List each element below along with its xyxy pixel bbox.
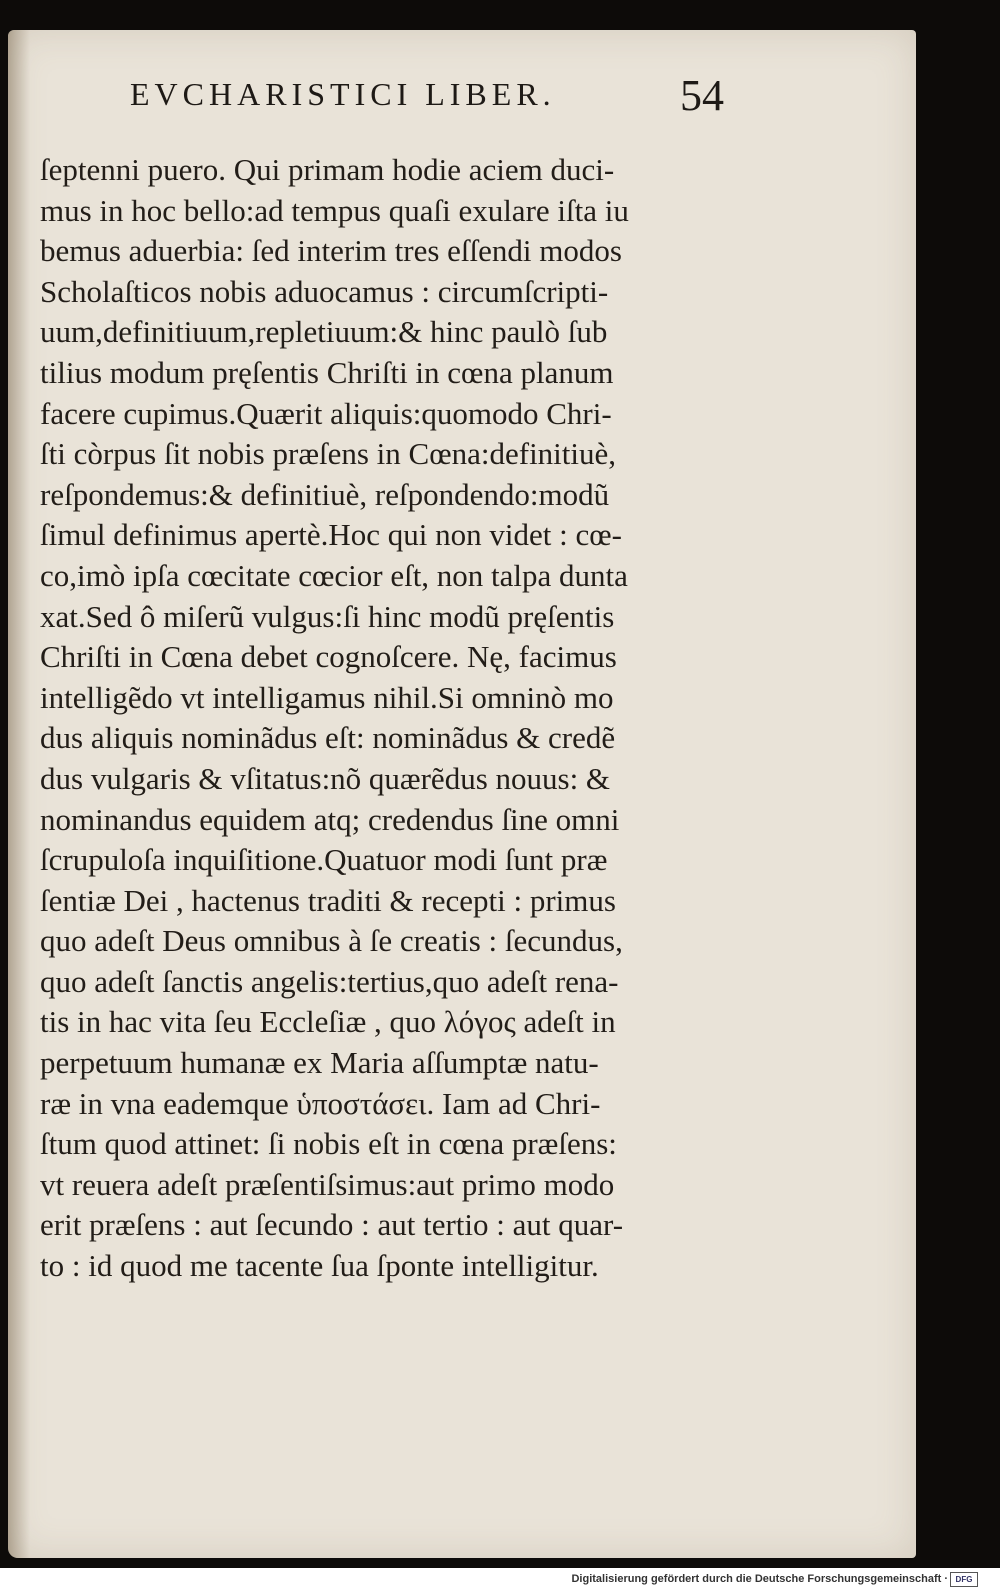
text-line: ſtum quod attinet: ſi nobis eſt in cœna præſens: [40,1126,617,1162]
text-line: ſti còrpus ſit nobis præſens in Cœna:definitiuè, [40,436,617,472]
funding-credit: Digitalisierung gefördert durch die Deutsche Forschungsgemeinschaft · [571,1573,948,1585]
text-line: ſcrupuloſa inquiſitione.Quatuor modi ſunt præ [40,842,608,878]
text-line: perpetuum humanæ ex Maria aſſumptæ natu- [40,1045,599,1081]
dfg-logo-icon: DFG [950,1572,978,1587]
text-line: dus aliquis nominãdus eſt: nominãdus & credẽ [40,720,616,756]
text-line: co,imò ipſa cœcitate cœcior eſt, non talpa dunta [40,557,628,593]
text-line: reſpondemus:& definitiuè, reſpondendo:modũ [40,476,610,512]
text-line: intelligẽdo vt intelligamus nihil.Si omninò mo [40,679,614,715]
text-line: tilius modum pręſentis Chriſti in cœna planum [40,354,614,390]
running-head: EVCHARISTICI LIBER. [130,76,556,112]
text-line: facere cupimus.Quærit aliquis:quomodo Chri- [40,395,612,431]
text-line: dus vulgaris & vſitatus:nõ quærẽdus nouus: & [40,760,611,796]
text-line: ſeptenni puero. Qui primam hodie aciem duci- [40,152,615,187]
page-gutter-shadow [8,30,30,1558]
page-number: 54 [680,71,724,120]
text-line: tis in hac vita ſeu Eccleſiæ , quo λόγος adeſt in [40,1004,616,1040]
text-line: to : id quod me tacente ſua ſponte intelligitur. [40,1248,599,1284]
text-line: bemus aduerbia: ſed interim tres eſſendi modos [40,233,622,269]
text-line: quo adeſt ſanctis angelis:tertius,quo adeſt rena- [40,963,619,999]
text-line: Scholaſticos nobis aduocamus : circumſcripti- [40,273,609,309]
text-line: uum,definitiuum,repletiuum:& hinc paulò ſub [40,314,608,350]
text-line: ræ in vna eademque ὑποστάσει. Iam ad Chri- [40,1085,601,1121]
text-line: Chriſti in Cœna debet cognoſcere. Nę, facimus [40,639,617,675]
text-line: ſentiæ Dei , hactenus traditi & recepti : primus [40,882,616,918]
text-line: erit præſens : aut ſecundo : aut tertio : aut quar- [40,1207,624,1243]
text-line: nominandus equidem atq; credendus ſine omni [40,801,620,837]
text-line: xat.Sed ô miſerũ vulgus:ſi hinc modũ pręſentis [40,598,615,634]
body-text [40,150,780,1287]
text-line: quo adeſt Deus omnibus à ſe creatis : ſecundus, [40,923,623,959]
text-line: vt reuera adeſt præſentiſsimus:aut primo modo [40,1166,615,1202]
text-line: ſimul definimus apertè.Hoc qui non videt : cœ- [40,517,622,553]
text-line: mus in hoc bello:ad tempus quaſi exulare iſta iu [40,192,629,228]
